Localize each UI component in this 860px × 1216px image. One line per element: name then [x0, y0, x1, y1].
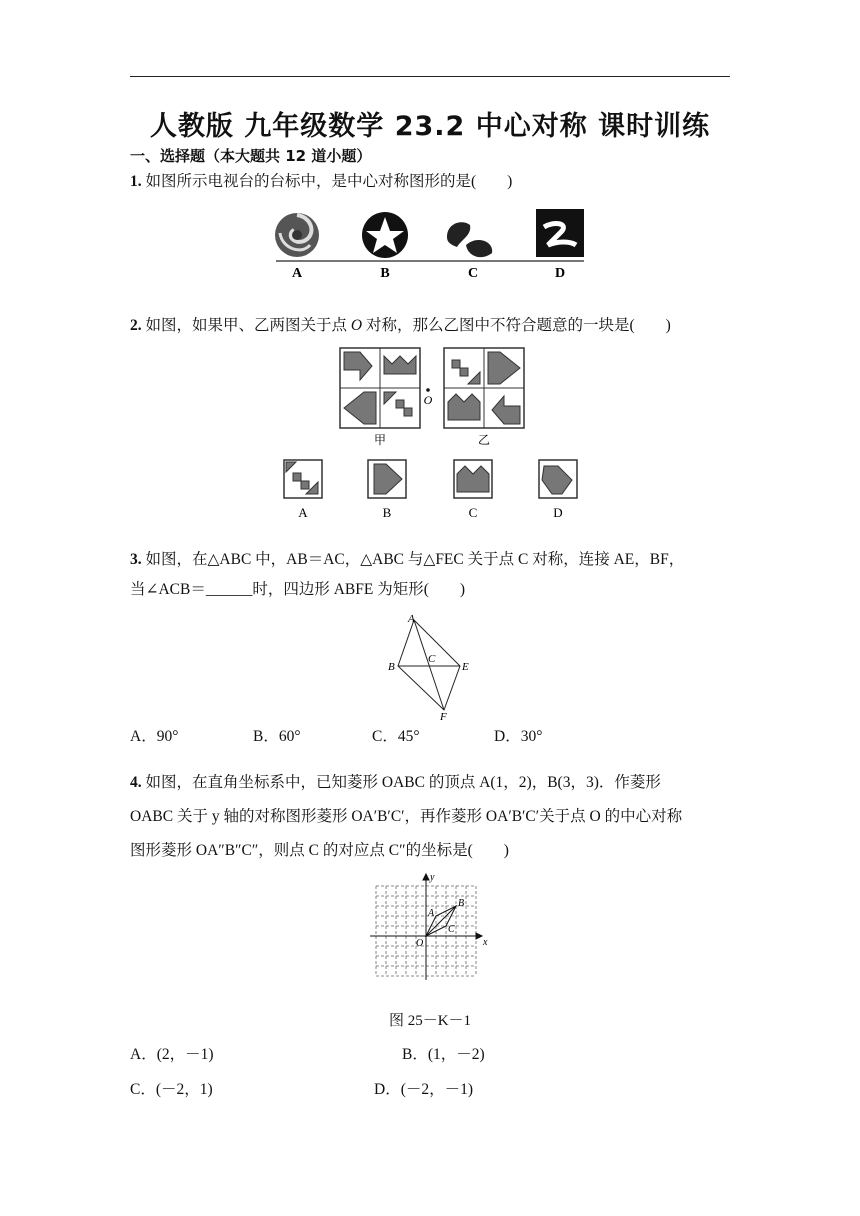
question-number: 2. — [130, 317, 142, 334]
point-a: A — [408, 613, 415, 625]
point-o: O — [416, 938, 424, 949]
question-number: 1. — [130, 173, 142, 190]
point-b: B — [388, 661, 395, 673]
question-3 — [130, 545, 740, 605]
question-text-line-3: 图形菱形 OA″B″C″，则点 C 的对应点 C″的坐标是( ) — [130, 842, 509, 859]
top-rule — [130, 76, 730, 77]
point-e: E — [462, 661, 469, 673]
coordinate-grid-figure — [366, 870, 490, 980]
tile-d — [539, 460, 577, 498]
question-1 — [130, 167, 740, 197]
logo-d-square — [536, 209, 584, 257]
parallelogram-figure — [384, 610, 480, 722]
option-label-d: D — [553, 505, 563, 520]
question-2 — [130, 311, 740, 341]
option-b: B．(1，－2) — [402, 1046, 485, 1063]
question-text-line-2: OABC 关于 y 轴的对称图形菱形 OA′B′C′，再作菱形 OA′B′C′关于点 O 的中心对称 — [130, 808, 683, 825]
option-c: C．(－2，1) — [130, 1081, 213, 1098]
question-text: 对称，那么乙图中不符合题意的一块是( ) — [362, 317, 671, 334]
grid-jia — [340, 348, 420, 428]
logo-b-star — [362, 212, 408, 258]
axis-y-label: y — [430, 872, 435, 883]
point-f: F — [440, 711, 447, 722]
question-text-line-1: 如图，在△ABC 中，AB＝AC，△ABC 与△FEC 关于点 C 对称，连接 AE，BF， — [145, 551, 685, 568]
question-number: 4. — [130, 774, 142, 791]
tile-a — [284, 460, 322, 498]
question-number: 3. — [130, 551, 142, 568]
grid-yi — [444, 348, 524, 428]
question-text: 如图，如果甲、乙两图关于点 — [145, 317, 351, 334]
point-o: O — [350, 317, 363, 334]
point-b: B — [458, 898, 465, 909]
center-label: O — [423, 393, 433, 407]
center-point — [426, 388, 430, 392]
option-label-c: C — [468, 505, 478, 520]
option-label-c: C — [467, 266, 479, 281]
logo-c-shape — [447, 222, 492, 257]
figure-label-yi: 乙 — [477, 433, 491, 447]
option-d: D．30° — [494, 728, 543, 745]
page-title: 人教版 九年级数学 23.2 中心对称 课时训练 — [149, 111, 711, 142]
tile-c — [454, 460, 492, 498]
point-c: C — [428, 653, 436, 665]
option-b: B．60° — [253, 728, 301, 745]
symmetric-grids-figure — [336, 344, 536, 450]
tv-logos-figure — [272, 205, 590, 281]
option-label-a: A — [298, 505, 308, 520]
option-c: C．45° — [372, 728, 420, 745]
logo-a-swirl — [275, 213, 319, 257]
question-4 — [130, 768, 740, 866]
figure-label-jia: 甲 — [373, 433, 387, 447]
point-a: A — [428, 908, 435, 919]
axes — [370, 874, 482, 980]
question-text: 如图所示电视台的台标中，是中心对称图形的是( ) — [145, 173, 513, 190]
question-text-line-1: 如图，在直角坐标系中，已知菱形 OABC 的顶点 A(1，2)，B(3，3)．作菱形 — [145, 774, 661, 791]
figure-lines — [398, 620, 460, 710]
option-label-d: D — [554, 266, 566, 281]
option-d: D．(－2，－1) — [374, 1081, 474, 1098]
section-heading: 一、选择题（本大题共 12 道小题） — [130, 147, 372, 165]
option-a: A．(2，－1) — [130, 1046, 214, 1063]
option-tiles-figure — [276, 456, 586, 522]
axis-x-label: x — [483, 937, 488, 948]
option-label-b: B — [382, 505, 392, 520]
question-text-line-2: 当∠ACB＝______时，四边形 ABFE 为矩形( ) — [130, 581, 466, 598]
tile-b — [368, 460, 406, 498]
figure-caption: 图 25－K－1 — [388, 1013, 472, 1029]
option-label-b: B — [380, 266, 390, 281]
point-c: C — [448, 924, 455, 935]
option-label-a: A — [291, 266, 303, 281]
option-a: A．90° — [130, 728, 179, 745]
